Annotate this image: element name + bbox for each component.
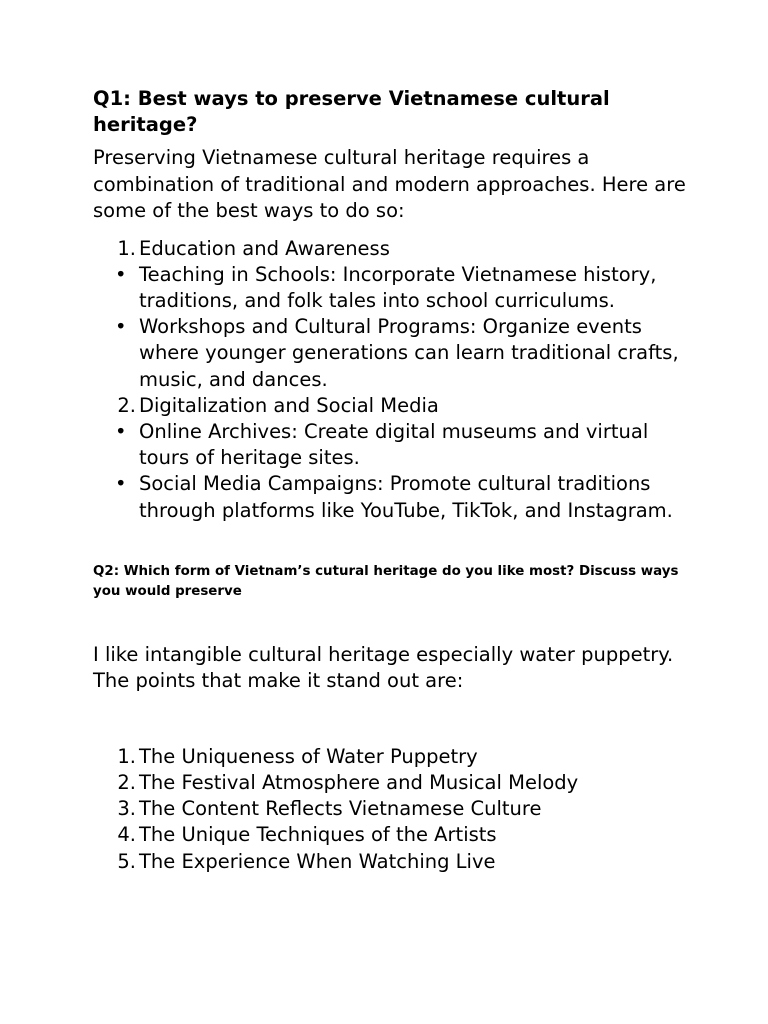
list-item-text: The Experience When Watching Live [139,849,496,873]
list-item-text: The Uniqueness of Water Puppetry [139,744,478,768]
list-number: 1. [117,236,136,260]
list-item [93,419,693,471]
list-item [93,471,693,523]
list-item [93,393,693,419]
list-item-text: Workshops and Cultural Programs: Organize events where younger generations can learn traditional crafts, music, and dances. [139,315,679,391]
q1-list [93,236,693,524]
list-item-text: The Unique Techniques of the Artists [139,823,497,847]
list-item-text: Education and Awareness [139,236,390,260]
list-item [93,262,693,314]
q2-answer-paragraph: I like intangible cultural heritage especially water puppetry. The points that make it stand out are: [93,642,674,693]
list-item [93,744,693,770]
list-item-text: Online Archives: Create digital museums and virtual tours of heritage sites. [139,419,649,470]
list-item [93,822,693,848]
list-item-text: Social Media Campaigns: Promote cultural traditions through platforms like YouTube, TikTok, and Instagram. [139,472,673,522]
bullet-icon: • [115,419,127,443]
list-number: 5. [117,849,136,873]
q1-heading: Q1: Best ways to preserve Vietnamese cultural heritage? [93,87,610,136]
document-page [93,86,693,875]
bullet-icon: • [115,472,127,496]
list-item [93,314,693,393]
list-item-text: The Festival Atmosphere and Musical Melody [139,770,579,794]
list-number: 4. [117,823,136,847]
list-number: 1. [117,744,136,768]
list-item [93,770,693,796]
list-number: 3. [117,797,136,821]
list-item-text: Digitalization and Social Media [139,393,439,417]
q2-list [93,744,693,875]
list-item [93,796,693,822]
list-item [93,849,693,875]
bullet-icon: • [115,262,127,286]
list-item [93,236,693,262]
list-item-text: The Content Reflects Vietnamese Culture [139,797,542,821]
list-item-text: Teaching in Schools: Incorporate Vietnamese history, traditions, and folk tales into school curriculums. [139,262,657,312]
list-number: 2. [117,770,136,794]
list-number: 2. [117,393,136,417]
bullet-icon: • [115,315,127,339]
q1-intro-paragraph: Preserving Vietnamese cultural heritage requires a combination of traditional and modern approaches. Here are some of the best ways to do so: [93,146,686,222]
q2-heading: Q2: Which form of Vietnam’s cutural heritage do you like most? Discuss ways you would preserve [93,563,679,599]
